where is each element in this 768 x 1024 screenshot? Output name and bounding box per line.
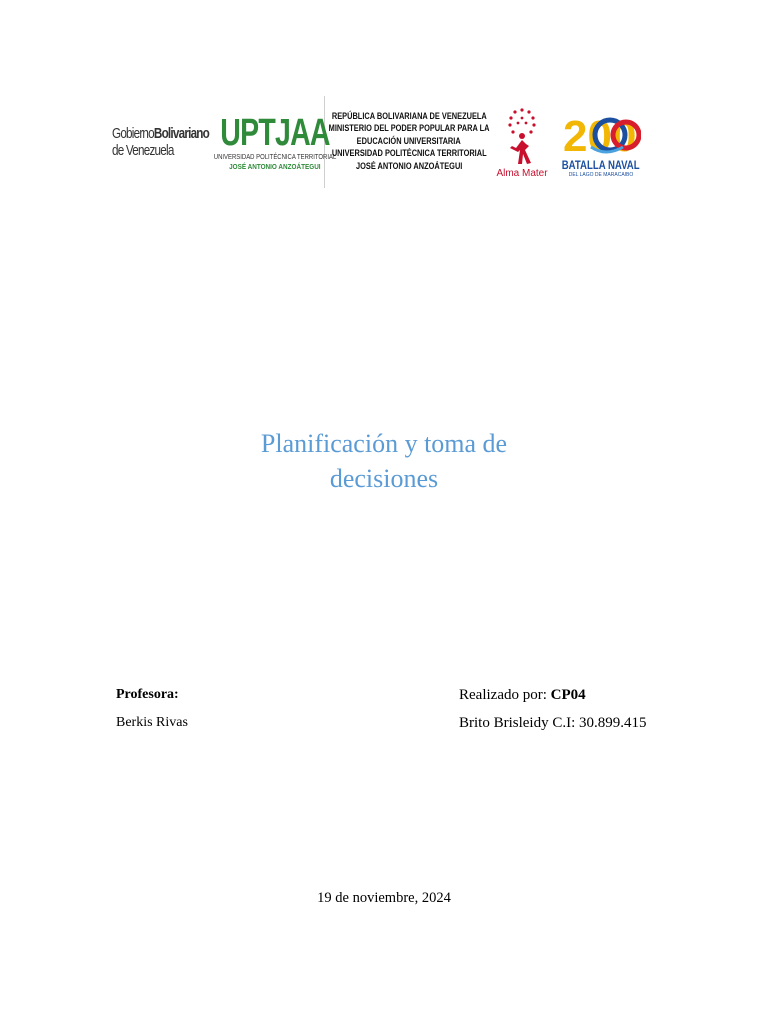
uptjaa-subtitle: UNIVERSIDAD POLITÉCNICA TERRITORIAL: [213, 154, 337, 161]
batalla-naval-200-logo: [551, 92, 651, 192]
document-date: 19 de noviembre, 2024: [317, 890, 451, 906]
institution-text-block: [325, 92, 493, 192]
group-code: CP04: [550, 687, 586, 703]
document-title-line1: Planificación y toma de: [260, 429, 508, 458]
gobierno-bolivariano-logo: GobiernoBolivariano de Venezuela: [110, 92, 226, 192]
alma-mater-figure-icon: [502, 106, 542, 170]
institution-line: UNIVERSIDAD POLITÉCNICA TERRITORIAL: [331, 148, 487, 160]
document-title: [0, 426, 768, 496]
student-info: Brito Brisleidy C.I: 30.899.415: [459, 715, 647, 731]
uptjaa-wordmark: UPTJAA: [220, 112, 330, 154]
batalla-naval-subtitle: DEL LAGO DE MARACAIBO: [568, 171, 634, 178]
bicentenario-200-icon: [561, 107, 641, 159]
uptjaa-logo: [213, 92, 337, 192]
profesora-block: [116, 687, 188, 731]
institution-line: JOSÉ ANTONIO ANZOÁTEGUI: [355, 160, 463, 172]
header-logos-banner: [110, 92, 655, 192]
realizado-label: Realizado por:: [459, 687, 551, 703]
batalla-naval-title: BATALLA NAVAL: [562, 157, 640, 172]
author-block: [459, 687, 647, 732]
alma-mater-logo: [493, 92, 551, 192]
profesora-label: Profesora:: [116, 687, 179, 702]
uptjaa-subtitle-name: JOSÉ ANTONIO ANZOÁTEGUI: [229, 162, 321, 171]
institution-line: MINISTERIO DEL PODER POPULAR PARA LA: [328, 123, 490, 135]
profesora-name: Berkis Rivas: [116, 715, 188, 730]
institution-line: REPÚBLICA BOLIVARIANA DE VENEZUELA: [331, 110, 487, 122]
document-title-line2: decisiones: [329, 464, 439, 493]
bicentenario-number-glyph: 200: [563, 111, 637, 159]
institution-line: EDUCACIÓN UNIVERSITARIA: [356, 135, 462, 147]
alma-mater-label: Alma Mater: [496, 167, 548, 179]
